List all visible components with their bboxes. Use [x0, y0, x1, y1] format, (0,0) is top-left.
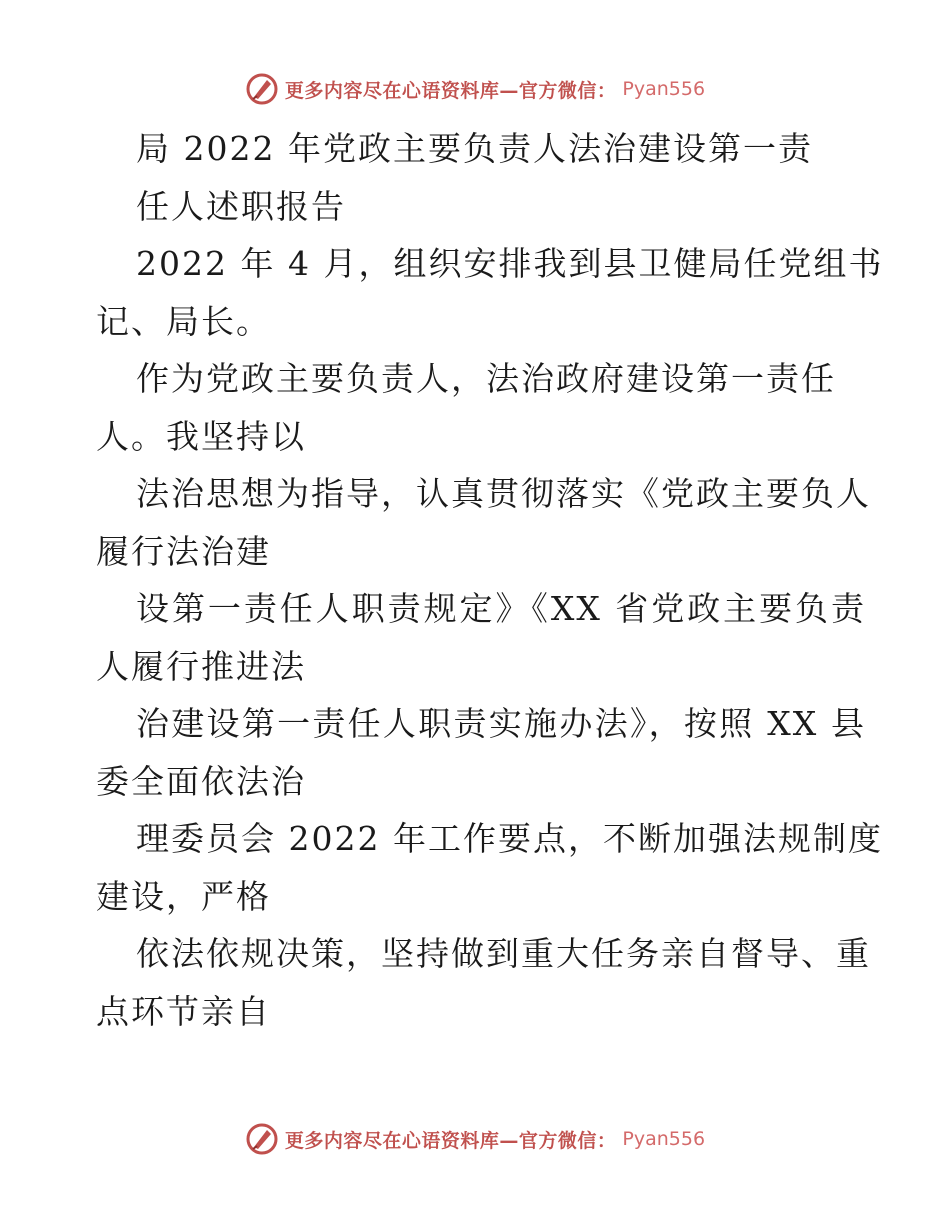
text-line: 理委员会 2022 年工作要点，不断加强法规制度: [136, 819, 883, 858]
text-line: 局 2022 年党政主要负责人法治建设第一责: [136, 129, 813, 168]
text-line: 设第一责任人职责规定》《XX 省党政主要负责: [136, 589, 866, 628]
quill-logo-icon: [245, 1122, 279, 1156]
watermark-footer: [0, 1122, 950, 1156]
document-body: [96, 120, 884, 1040]
text-line: 点环节亲自: [96, 991, 271, 1031]
text-line: 人履行推进法: [96, 646, 306, 686]
text-line: 作为党政主要负责人，法治政府建设第一责任: [136, 359, 836, 398]
text-line: 治建设第一责任人职责实施办法》，按照 XX 县: [136, 704, 866, 743]
watermark-text: 更多内容尽在心语资料库—官方微信：: [284, 1129, 617, 1152]
text-line: 建设，严格: [96, 876, 271, 916]
watermark-text: 更多内容尽在心语资料库—官方微信：: [284, 79, 617, 102]
text-line: 人。我坚持以: [96, 416, 306, 456]
text-line: 任人述职报告: [136, 186, 346, 226]
watermark-id: Pyan556: [622, 78, 706, 100]
text-line: 委全面依法治: [96, 761, 306, 801]
text-line: 2022 年 4 月，组织安排我到县卫健局任党组书: [136, 244, 884, 283]
text-line: 记、局长。: [96, 301, 271, 341]
text-line: 法治思想为指导，认真贯彻落实《党政主要负人: [136, 474, 871, 513]
text-line: 履行法治建: [96, 531, 271, 571]
watermark-header: [0, 72, 950, 106]
text-line: 依法依规决策，坚持做到重大任务亲自督导、重: [136, 934, 871, 973]
watermark-id: Pyan556: [622, 1128, 706, 1150]
quill-logo-icon: [245, 72, 279, 106]
